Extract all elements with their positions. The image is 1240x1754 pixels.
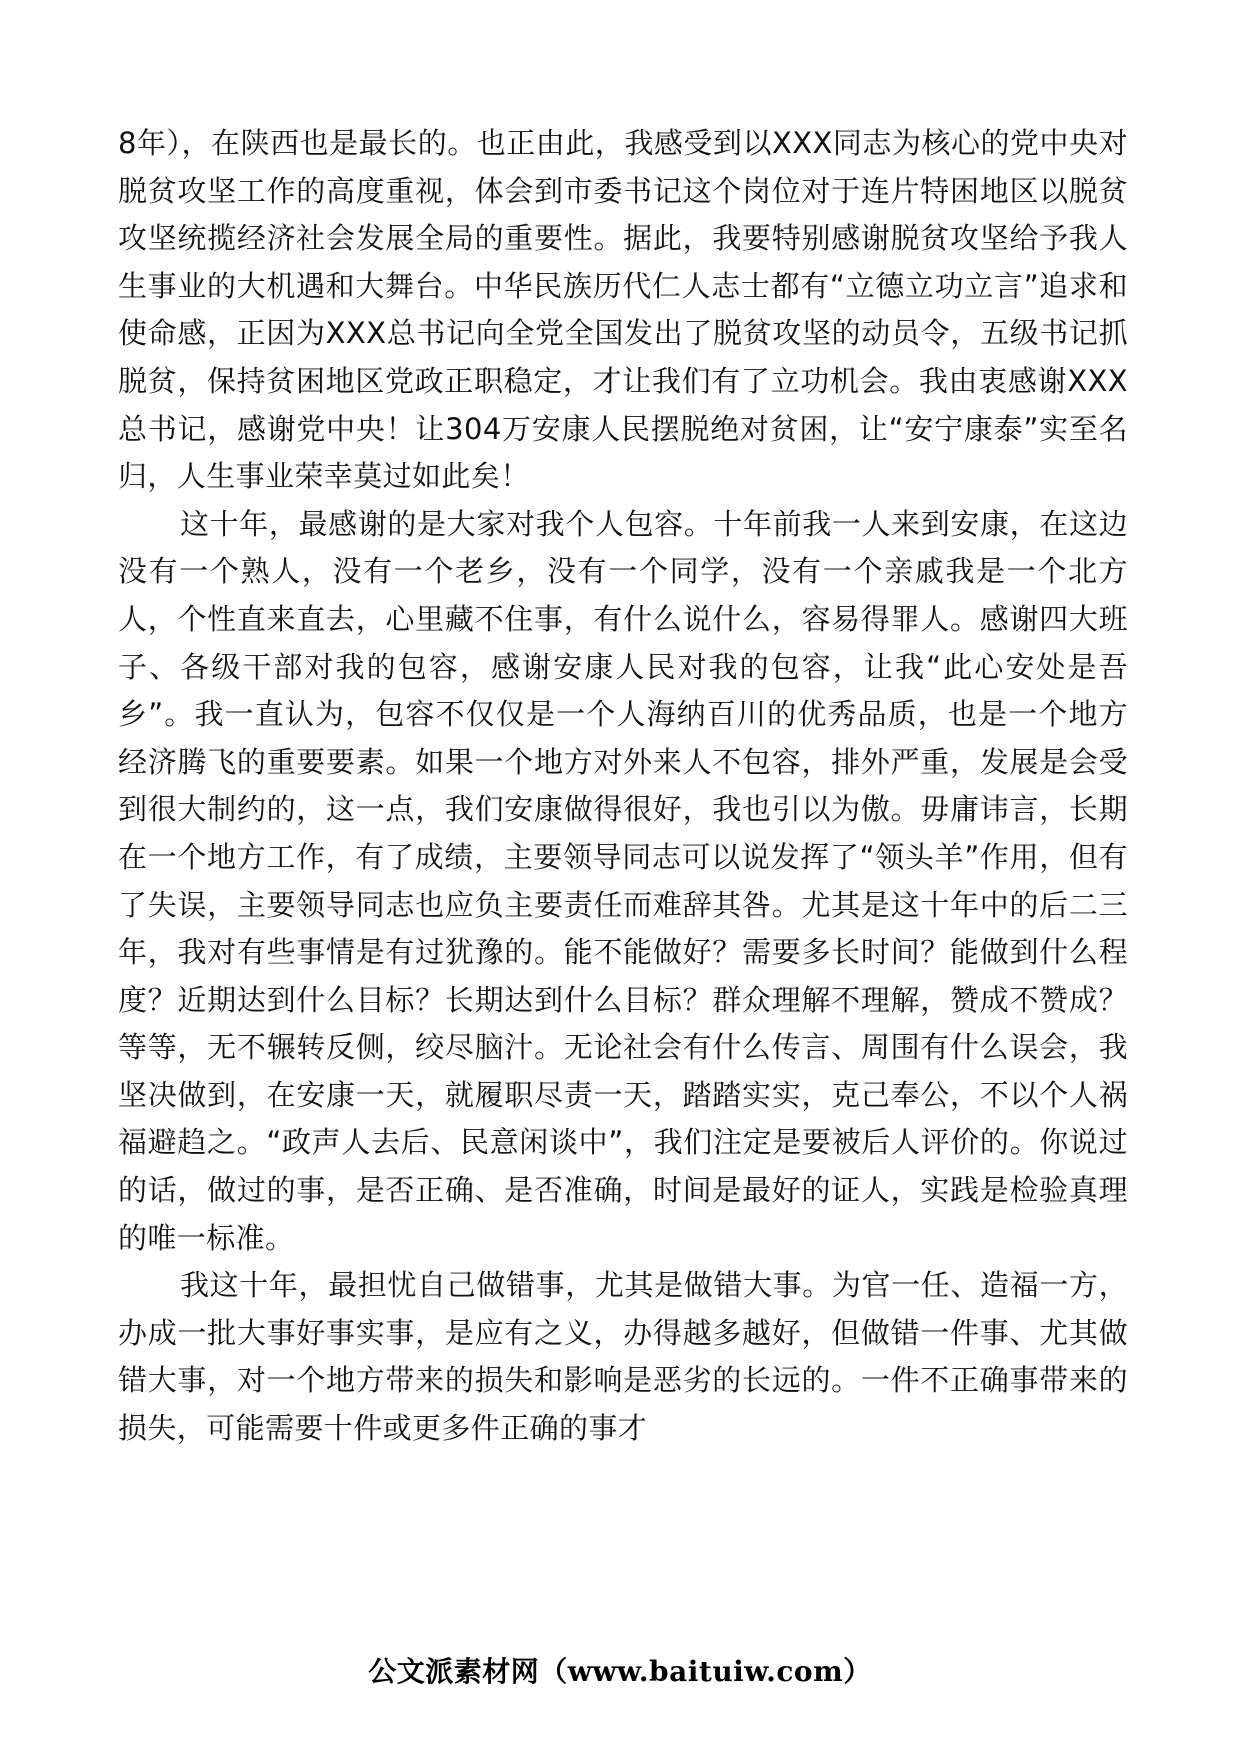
paragraph-2: 这十年，最感谢的是大家对我个人包容。十年前我一人来到安康，在这边没有一个熟人，没有一个老乡，没有一个同学，没有一个亲戚我是一个北方人，个性直来直去，心里藏不住事，有什么说什么，容易得罪人。感谢四大班子、各级干部对我的包容，感谢安康人民对我的包容，让我“此心安处是吾乡”。我一直认为，包容不仅仅是一个人海纳百川的优秀品质，也是一个地方经济腾飞的重要要素。如果一个地方对外来人不包容，排外严重，发展是会受到很大制约的，这一点，我们安康做得很好，我也引以为傲。毋庸讳言，长期在一个地方工作，有了成绩，主要领导同志可以说发挥了“领头羊”作用，但有了失误，主要领导同志也应负主要责任而难辞其咎。尤其是这十年中的后二三年，我对有些事情是有过犹豫的。能不能做好？需要多长时间？能做到什么程度？近期达到什么目标？长期达到什么目标？群众理解不理解，赞成不赞成？等等，无不辗转反侧，绞尽脑汁。无论社会有什么传言、周围有什么误会，我坚决做到，在安康一天，就履职尽责一天，踏踏实实，克己奉公，不以个人祸福避趋之。“政声人去后、民意闲谈中”，我们注定是要被后人评价的。你说过的话，做过的事，是否正确、是否准确，时间是最好的证人，实践是检验真理的唯一标准。	[118, 506, 1128, 1255]
paragraph-3: 我这十年，最担忧自己做错事，尤其是做错大事。为官一任、造福一方，办成一批大事好事实事，是应有之义，办得越多越好，但做错一件事、尤其做错大事，对一个地方带来的损失和影响是恶劣的长远的。一件不正确事带来的损失，可能需要十件或更多件正确的事才	[118, 1268, 1128, 1446]
paragraph-1: 8年），在陕西也是最长的。也正由此，我感受到以XXX同志为核心的党中央对脱贫攻坚工作的高度重视，体会到市委书记这个岗位对于连片特困地区以脱贫攻坚统揽经济社会发展全局的重要性。据此，我要特别感谢脱贫攻坚给予我人生事业的大机遇和大舞台。中华民族历代仁人志士都有“立德立功立言”追求和使命感，正因为XXX总书记向全党全国发出了脱贫攻坚的动员令，五级书记抓脱贫，保持贫困地区党政正职稳定，才让我们有了立功机会。我由衷感谢XXX总书记，感谢党中央！让304万安康人民摆脱绝对贫困，让“安宁康泰”实至名归，人生事业荣幸莫过如此矣！	[118, 126, 1128, 494]
footer-watermark: 公文派素材网（www.baituiw.com）	[368, 1655, 872, 1688]
document-body	[118, 120, 1128, 1453]
